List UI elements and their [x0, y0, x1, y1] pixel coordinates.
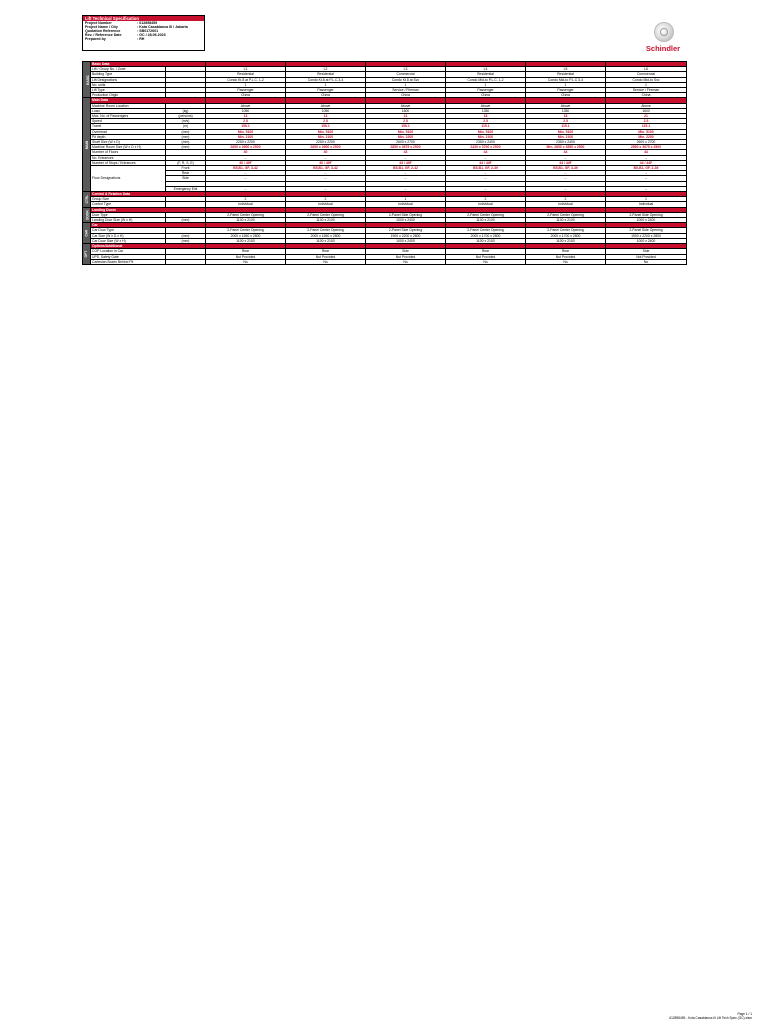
- value-cell: Not Provided: [206, 254, 286, 259]
- project-info-box: [82, 15, 205, 51]
- value-cell: Min. 5100: [206, 129, 286, 134]
- row-unit: (F, R, S, E): [166, 160, 206, 165]
- value-cell: Individual: [206, 202, 286, 207]
- value-cell: 18: [526, 114, 606, 119]
- value-cell: 2.5: [526, 119, 606, 124]
- value-cell: 2000 x 1700 x 2800: [446, 233, 526, 238]
- row-label: Group Size: [91, 197, 166, 202]
- value-cell: 1: [366, 82, 446, 87]
- value-cell: --: [526, 176, 606, 181]
- value-cell: 40: [206, 150, 286, 155]
- value-cell: --: [286, 186, 366, 191]
- value-cell: 1100 x 2100: [206, 218, 286, 223]
- value-cell: 2650 x 3900 x 2500: [206, 145, 286, 150]
- value-cell: 2250 x 2200: [206, 140, 286, 145]
- value-cell: 1900 x 2200 x 2800: [606, 233, 687, 238]
- value-cell: 44 / 44F: [526, 160, 606, 165]
- value-cell: 2: [206, 197, 286, 202]
- value-cell: Individual: [446, 202, 526, 207]
- value-cell: Condo Mid-to Svc: [606, 77, 687, 82]
- value-cell: Commercial: [366, 72, 446, 77]
- row-unit: (mm): [166, 233, 206, 238]
- value-cell: 2-Panel Center Opening: [526, 228, 606, 233]
- row-unit: (mm): [166, 129, 206, 134]
- value-cell: --: [286, 155, 366, 160]
- section-title: Basic Data: [91, 62, 206, 67]
- value-cell: 40: [286, 150, 366, 155]
- row-label: Lift / Group No. / Zone: [91, 67, 166, 72]
- row-label: No. units: [91, 82, 166, 87]
- value-cell: Rear: [526, 249, 606, 254]
- value-cell: 115.1: [446, 124, 526, 129]
- value-cell: 2-Panel Side Opening: [366, 212, 446, 217]
- row-label: Max. No. of Passengers: [91, 114, 166, 119]
- row-label: Car Door Type: [91, 228, 166, 233]
- value-cell: Residential: [446, 72, 526, 77]
- value-cell: No: [446, 259, 526, 264]
- value-cell: Service / Fireman: [606, 88, 687, 93]
- value-cell: Condo Kt.8 at Svc: [366, 77, 446, 82]
- info-value: : GC / 28.06.2023: [137, 33, 166, 38]
- row-label: Number of Stops / Entrances: [91, 160, 166, 165]
- value-cell: --: [526, 155, 606, 160]
- value-cell: Min. 5100: [446, 129, 526, 134]
- value-cell: --: [446, 186, 526, 191]
- value-cell: 2-Panel Center Opening: [286, 212, 366, 217]
- row-label: Control Type: [91, 202, 166, 207]
- value-cell: --: [366, 155, 446, 160]
- value-cell: Min. 2650 x 3550 x 2500: [526, 145, 606, 150]
- value-cell: Min. 2200: [606, 134, 687, 139]
- value-cell: Min. 2100: [526, 134, 606, 139]
- section-side-text: CAR: [84, 229, 89, 237]
- row-unit: (mm): [166, 238, 206, 243]
- info-value: : SB0172601: [137, 29, 159, 34]
- value-cell: 2-Panel Side Opening: [606, 228, 687, 233]
- value-cell: Min. 2100: [286, 134, 366, 139]
- value-cell: L3: [366, 67, 446, 72]
- value-cell: B5,B1, GF, 3-39: [526, 166, 606, 171]
- value-cell: Rear: [446, 249, 526, 254]
- value-cell: No: [286, 259, 366, 264]
- value-cell: B5-B1, GF, 2-42: [366, 166, 446, 171]
- value-cell: 1100 x 2100: [206, 238, 286, 243]
- row-label: Landing Door Size (W x H): [91, 218, 166, 223]
- spec-table: [82, 61, 687, 265]
- value-cell: 2350 x 2400: [526, 140, 606, 145]
- value-cell: 115.1: [526, 124, 606, 129]
- value-cell: Above: [286, 103, 366, 108]
- value-cell: 106.1: [286, 124, 366, 129]
- value-cell: 1100 x 2100: [286, 218, 366, 223]
- value-cell: 2: [286, 197, 366, 202]
- value-cell: Not Provided: [526, 254, 606, 259]
- value-cell: L2: [286, 67, 366, 72]
- value-cell: --: [366, 171, 446, 176]
- value-cell: 2650 x 3900 x 2500: [286, 145, 366, 150]
- value-cell: No: [366, 259, 446, 264]
- value-cell: Above: [526, 103, 606, 108]
- row-unit: (mm): [166, 140, 206, 145]
- value-cell: 1100 x 2100: [446, 238, 526, 243]
- value-cell: 40 / 40F: [206, 160, 286, 165]
- value-cell: Condo Kt.8 at P.L.C. 1-2: [206, 77, 286, 82]
- value-cell: Min. 5100: [526, 129, 606, 134]
- value-cell: 2-Panel Side Opening: [366, 228, 446, 233]
- value-cell: 1600: [606, 108, 687, 113]
- page-footer: [669, 1012, 752, 1020]
- value-cell: 1050: [286, 108, 366, 113]
- value-cell: --: [526, 186, 606, 191]
- row-label: Machine Room Location: [91, 103, 166, 108]
- value-cell: Passenger: [526, 88, 606, 93]
- value-cell: Above: [366, 103, 446, 108]
- info-row-prepared-by: [83, 37, 204, 41]
- value-cell: Individual: [286, 202, 366, 207]
- value-cell: 2: [446, 197, 526, 202]
- value-cell: 2850 x 3675 x 2500: [606, 145, 687, 150]
- value-cell: 1350: [526, 108, 606, 113]
- info-key: Project Number: [85, 21, 112, 25]
- row-label: Pit depth: [91, 134, 166, 139]
- value-cell: 1: [446, 82, 526, 87]
- value-cell: China: [526, 93, 606, 98]
- value-cell: --: [206, 155, 286, 160]
- spec-row-o3: [83, 259, 687, 264]
- value-cell: L6: [606, 67, 687, 72]
- value-cell: 2-Panel Center Opening: [446, 212, 526, 217]
- value-cell: Not Provided: [606, 254, 687, 259]
- value-cell: Service / Fireman: [366, 88, 446, 93]
- value-cell: 44 / 44F: [606, 160, 687, 165]
- logo-wordmark: Schindler: [645, 44, 681, 53]
- value-cell: Min. 5100: [286, 129, 366, 134]
- value-cell: Condo Kt.8 at P.L.C.3-4: [286, 77, 366, 82]
- value-cell: Condo Mid-to P.L.C. 1-2: [446, 77, 526, 82]
- row-label: Car Door Size (W x H): [91, 238, 166, 243]
- value-cell: 2.5: [366, 119, 446, 124]
- row-unit: (mm): [166, 218, 206, 223]
- info-value: : 612898459: [137, 21, 158, 25]
- row-unit: Side: [166, 176, 206, 181]
- value-cell: Above: [446, 103, 526, 108]
- section-side-text: MAIN: [84, 140, 89, 149]
- row-unit: (mm): [166, 145, 206, 150]
- value-cell: 2000 x 1550 x 2800: [206, 233, 286, 238]
- section-title: Landing Doors: [91, 207, 206, 212]
- value-cell: 1900 x 2200 x 2800: [366, 233, 446, 238]
- value-cell: L5: [526, 67, 606, 72]
- value-cell: 1: [606, 82, 687, 87]
- value-cell: --: [286, 176, 366, 181]
- value-cell: No: [526, 259, 606, 264]
- value-cell: China: [446, 93, 526, 98]
- value-cell: China: [286, 93, 366, 98]
- value-cell: 44: [606, 150, 687, 155]
- value-cell: 40 / 40F: [286, 160, 366, 165]
- value-cell: 106.1: [206, 124, 286, 129]
- value-cell: L1: [206, 67, 286, 72]
- value-cell: 13: [206, 114, 286, 119]
- info-key: Prepared by: [85, 37, 106, 42]
- value-cell: Residential: [206, 72, 286, 77]
- page-number: Page 1 / 1: [737, 1012, 752, 1016]
- value-cell: 2.5: [446, 119, 526, 124]
- value-cell: 2-Panel Center Opening: [206, 228, 286, 233]
- row-label: Overhead: [91, 129, 166, 134]
- value-cell: 2.5: [606, 119, 687, 124]
- value-cell: --: [206, 186, 286, 191]
- value-cell: 2-Panel Side Opening: [606, 212, 687, 217]
- value-cell: Individual: [366, 202, 446, 207]
- row-label: Travel: [91, 124, 166, 129]
- row-unit: (persons): [166, 114, 206, 119]
- row-label: Production Origin: [91, 93, 166, 98]
- value-cell: 1100 x 2100: [446, 218, 526, 223]
- value-cell: Above: [606, 103, 687, 108]
- section-side-label: [83, 207, 91, 223]
- row-label: Lift Designations: [91, 77, 166, 82]
- value-cell: 44 / 44F: [446, 160, 526, 165]
- info-key: Project Name / City: [85, 25, 118, 30]
- section-side-label: [83, 223, 91, 244]
- value-cell: 21: [366, 114, 446, 119]
- value-cell: 2.5: [286, 119, 366, 124]
- value-cell: 44: [526, 150, 606, 155]
- section-side-label: [83, 98, 91, 192]
- value-cell: 2-Panel Center Opening: [526, 212, 606, 217]
- value-cell: Not Provided: [366, 254, 446, 259]
- value-cell: 1: [526, 82, 606, 87]
- row-label: Car Size (W x D x H): [91, 233, 166, 238]
- value-cell: 2000 x 1700 x 2800: [526, 233, 606, 238]
- schindler-logo: [640, 22, 686, 56]
- value-cell: 1: [606, 197, 687, 202]
- section-title: Options/Additional: [91, 244, 206, 249]
- value-cell: China: [206, 93, 286, 98]
- value-cell: --: [446, 155, 526, 160]
- info-key: Rev. / Reference Date: [85, 33, 122, 38]
- value-cell: China: [366, 93, 446, 98]
- row-label: Shaft Size (W x D): [91, 140, 166, 145]
- row-label: Cartesian Boxes Behind Pit: [91, 259, 166, 264]
- value-cell: 2-Panel Center Opening: [286, 228, 366, 233]
- value-cell: 1: [206, 82, 286, 87]
- value-cell: --: [366, 176, 446, 181]
- row-label: UPS, Safety Gate: [91, 254, 166, 259]
- value-cell: Not Provided: [446, 254, 526, 259]
- section-side-text: CTRL: [85, 195, 90, 204]
- logo-emblem-icon: [654, 22, 674, 42]
- value-cell: Condo Mid-to P.L.C.3-4: [526, 77, 606, 82]
- section-side-text: BASIC: [85, 74, 90, 85]
- value-cell: 18: [446, 114, 526, 119]
- value-cell: Min. 2200: [366, 134, 446, 139]
- value-cell: Side: [366, 249, 446, 254]
- row-label: Load: [91, 108, 166, 113]
- value-cell: --: [446, 176, 526, 181]
- value-cell: Min. 5100: [606, 129, 687, 134]
- value-cell: Individual: [606, 202, 687, 207]
- value-cell: Residential: [526, 72, 606, 77]
- value-cell: 1600: [366, 108, 446, 113]
- value-cell: China: [606, 93, 687, 98]
- value-cell: 1: [286, 82, 366, 87]
- value-cell: 43 / 43F: [366, 160, 446, 165]
- value-cell: Min. 2100: [206, 134, 286, 139]
- value-cell: 1350: [446, 108, 526, 113]
- value-cell: Passenger: [446, 88, 526, 93]
- row-unit: (m): [166, 124, 206, 129]
- value-cell: 43: [366, 150, 446, 155]
- value-cell: B5-B1, GF, 2-39: [446, 166, 526, 171]
- value-cell: 2.5: [206, 119, 286, 124]
- row-unit: (mm): [166, 134, 206, 139]
- value-cell: 1000 x 2400: [606, 238, 687, 243]
- value-cell: 2-Panel Center Opening: [206, 212, 286, 217]
- row-label: Number of Floors: [91, 150, 166, 155]
- value-cell: --: [606, 186, 687, 191]
- value-cell: Rear: [286, 249, 366, 254]
- value-cell: No: [606, 259, 687, 264]
- section-title: Main Data: [91, 98, 206, 103]
- row-unit: (m/s): [166, 119, 206, 124]
- value-cell: Rear: [206, 249, 286, 254]
- row-unit: [166, 259, 206, 264]
- value-cell: B5-B1, GF, 2-39: [606, 166, 687, 171]
- value-cell: Commercial: [606, 72, 687, 77]
- row-label: Door Type: [91, 212, 166, 217]
- value-cell: Not Provided: [286, 254, 366, 259]
- value-cell: --: [526, 171, 606, 176]
- value-cell: 2600 x 2700: [606, 140, 687, 145]
- row-label: Lift Type: [91, 88, 166, 93]
- value-cell: Above: [206, 103, 286, 108]
- row-label: Speed: [91, 119, 166, 124]
- value-cell: 2-Panel Center Opening: [446, 228, 526, 233]
- section-title: Car: [91, 223, 206, 228]
- value-cell: Side: [606, 249, 687, 254]
- section-side-text: OPT: [84, 250, 89, 258]
- value-cell: --: [286, 171, 366, 176]
- value-cell: Residential: [286, 72, 366, 77]
- value-cell: 2000 x 1550 x 2800: [286, 233, 366, 238]
- value-cell: 1050: [206, 108, 286, 113]
- value-cell: --: [606, 155, 687, 160]
- value-cell: B5,B1, GF, 3-42: [286, 166, 366, 171]
- section-side-label: [83, 62, 91, 98]
- value-cell: Passenger: [286, 88, 366, 93]
- value-cell: Individual: [526, 202, 606, 207]
- value-cell: 1000 x 2400: [366, 218, 446, 223]
- value-cell: --: [606, 171, 687, 176]
- value-cell: 1100 x 2100: [526, 238, 606, 243]
- value-cell: --: [446, 171, 526, 176]
- value-cell: Min. 2100: [446, 134, 526, 139]
- row-unit: Front: [166, 166, 206, 171]
- section-side-label: [83, 244, 91, 265]
- row-label: COP Location in Car: [91, 249, 166, 254]
- value-cell: --: [206, 171, 286, 176]
- value-cell: 2600 x 2700: [366, 140, 446, 145]
- value-cell: 2430 x 3700 x 2500: [446, 145, 526, 150]
- value-cell: --: [366, 186, 446, 191]
- value-cell: 106.1: [366, 124, 446, 129]
- value-cell: 44: [446, 150, 526, 155]
- info-key: Quotation Reference: [85, 29, 121, 34]
- value-cell: Min. 5100: [366, 129, 446, 134]
- value-cell: 13: [286, 114, 366, 119]
- value-cell: 2250 x 2200: [286, 140, 366, 145]
- info-value: : RH: [137, 37, 145, 42]
- row-unit: Emergency Exit: [166, 186, 206, 191]
- value-cell: 21: [606, 114, 687, 119]
- value-cell: 1: [366, 197, 446, 202]
- document-title: Lift Technical Specification: [83, 16, 204, 21]
- row-label: Building Type: [91, 72, 166, 77]
- value-cell: Passenger: [206, 88, 286, 93]
- file-name: 612898459 - Kota Casablanca III Lift Tech Spec (GC).xlsm: [669, 1016, 752, 1020]
- value-cell: 2850 x 3675 x 2500: [366, 145, 446, 150]
- section-title: Control & Relation Data: [91, 192, 206, 197]
- info-value: : Kota Casablanca III / Jakarta: [137, 25, 188, 30]
- row-label-floor-designations: Floor Designations: [91, 166, 166, 192]
- value-cell: No: [206, 259, 286, 264]
- value-cell: 1000 x 2400: [606, 218, 687, 223]
- value-cell: 1100 x 2100: [526, 218, 606, 223]
- value-cell: B5,B1, GF, 3-42: [206, 166, 286, 171]
- row-label: No. Entrances: [91, 155, 166, 160]
- row-unit: Rear: [166, 171, 206, 176]
- value-cell: 1000 x 2400: [366, 238, 446, 243]
- value-cell: 1100 x 2100: [286, 238, 366, 243]
- value-cell: L4: [446, 67, 526, 72]
- value-cell: --: [206, 176, 286, 181]
- value-cell: 2: [526, 197, 606, 202]
- value-cell: --: [606, 176, 687, 181]
- value-cell: 115.1: [606, 124, 687, 129]
- section-side-text: DOOR: [85, 210, 90, 220]
- section-side-label: [83, 192, 91, 208]
- value-cell: 2350 x 2400: [446, 140, 526, 145]
- row-unit: (kg): [166, 108, 206, 113]
- row-label: Machine Room Size (W x D x H): [91, 145, 166, 150]
